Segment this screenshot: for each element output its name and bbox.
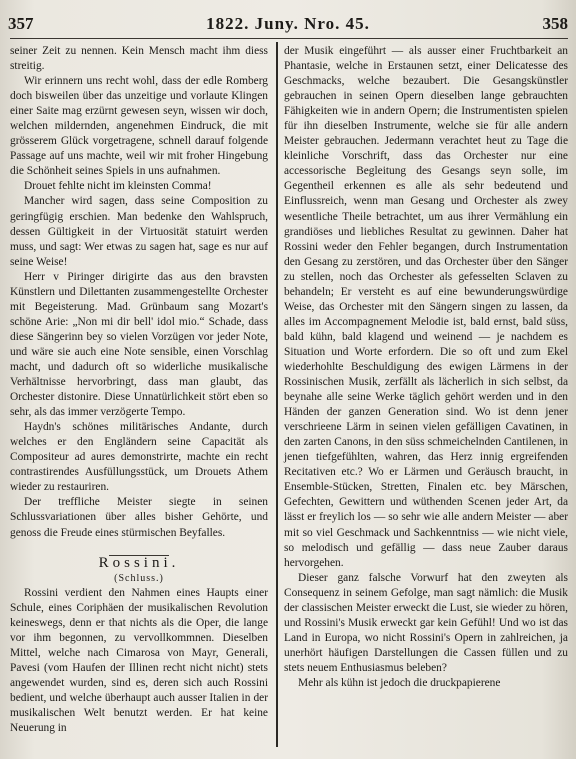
- paragraph: seiner Zeit zu nennen. Kein Mensch macht ihm diess streitig.: [10, 45, 268, 73]
- right-column: [284, 44, 568, 691]
- paragraph: Der treffliche Meister siegte in seinen Schlussvariationen über alles bisher Gehörte, und genoss die Freude eines stürmischen Beyfalles.: [10, 496, 268, 539]
- paragraph: Herr v Piringer dirigirte das aus den bravsten Künstlern und Dilettanten zusammengestellte Orchester mit Begeisterung. Mad. Grünbaum sang Mozart's schöne Arie: „Non mi dir bell' idol mio.“ Schade, dass diese Sängerinn bey so vielen Vorzügen vor jeder Note, und wäre sie auch eine Note sensible, einen Vorschlag macht, und dadurch oft so widerliche musikalische Verhältnisse hervorbringt, dass man glaubt, das Orchester distonire. Diese Unnatürlichkeit stört eben so sehr, als das immer verzögerte Tempo.: [10, 270, 268, 419]
- page-number-right: 358: [542, 14, 568, 33]
- paragraph: Mancher wird sagen, dass seine Composition zu geringfügig erschien. Man bedenke den Wahlspruch, dessen Gültigkeit in der Virtuosität statuirt werden muss, und sagt: Wer etwas zu sagen hat, sage es nur auf seine Weise!: [10, 195, 268, 268]
- page-number-left: 357: [8, 14, 34, 33]
- paragraph: Drouet fehlte nicht im kleinsten Comma!: [24, 180, 212, 193]
- paragraph: Haydn's schönes militärisches Andante, durch welches er den Engländern seine Capacität als Compositeur ad aures demonstrirte, machte ein recht contrastirendes Ausfüllungsstück, um Drouets Athem wieder zu restauriren.: [10, 421, 268, 494]
- paragraph: der Musik eingeführt — als ausser einer Fruchtbarkeit an Phantasie, welche in Erstaunen setzt, einer Delicatesse des Geschmacks, welche bezaubert. Die Gesangskünstler gebrauchen in seinen Opern dieselben lange gebrauchten Fähigkeiten wie in andern Opern; die Instrumentisten spielen für ihn dieselben Instrumente, welche sie für alle andern Meister gebrauchen. Jedermann verachtet heut zu Tage die kleinliche Vorschrift, dass das Orchester nur eine accessorische Begleitung des Gesangs seyn solle, im Gegentheil erkennen es alle als sehr bedeutend und Einflussreich, wenn man Gesang und Orchester als zwey wesentliche Theile betrachtet, um aus ihrer Vermählung ein grandiöses und liebliches Resultat zu gewinnen. Daher hat Rossini weder den Fehler begangen, durch Instrumentation den Gesang zu zerstören, und das Orchester über den Sänger zu stellen, noch das Orchester als gefesselten Sclaven zu behandeln; Er versteht es auf eine bewunderungswürdige Weise, das Orchester mit den Sängern singen zu lassen, da alles im Accompagnement Melodie ist, bald ernst, bald süss, bald kühn, bald klagend und weinend — je nachdem es Situation und Worte erfordern. Die so oft und zum Ekel wiederhohlte Beschuldigung des ewigen Lärmens in der Rossinischen Musik, zerfällt als lächerlich in sich selbst, da beynahe alle seine Werke täglich gehört werden und in den Händen der ganzen Generation sind. Wo ist denn jener verschrieene Lärm in seinen vielen gefälligen Cavatinen, in den zarten Canons, in den süss schmeichelnden Cantilenen, in jenen tiefgefühlten, wahren, das Herz innig ergreifenden Recitativen etc.? Wo er Lärmen und Geräusch braucht, in Ensemble-Stücken, Stretten, Finalen etc. bey Märschen, Gefechten, Gewittern und wüthenden Scenen jeder Art, da lässt er freylich los — so sehr wie alle andern Meister — aber mit so viel Geschmack und Sachkenntniss — wie nicht viele, so melodisch und gefällig — dass neue Zauber daraus hervorgehen.: [284, 45, 568, 569]
- left-column: [10, 44, 268, 736]
- paragraph: Rossini verdient den Nahmen eines Haupts einer Schule, eines Coriphäen der musikalischen Revolution keineswegs, denn er that nichts als die Oper, die lange vor ihm begonnen, zu vervollkommnen. Dieselben Mittel, welche nach Cimarosa von Mayr, Generali, Pavesi (vom Haufen der Illinen recht nicht nicht) stets angewendet wurden, sind es, deren sich auch Rossini bedient, und welche überhaupt auch ausser Italien in der musikalischen Welt benutzt werden. Er hat keine Neuerung in: [10, 586, 268, 735]
- issue-date: 1822. Juny. Nro. 45.: [206, 14, 370, 33]
- section-title: Rossini.: [98, 554, 180, 571]
- section-subtitle: (Schluss.): [114, 572, 164, 584]
- paragraph: Wir erinnern uns recht wohl, dass der edle Romberg doch bisweilen über das unzeitige und vorlaute Klingen einer Saite mag erzürnt gewesen seyn, wissen wir doch, welchen mildernden, angenehmen Eindruck, die mit grösserem Glück vorgetragene, schnell darauf folgende Passage auf uns machte, weil wir mit froher Hingebung die Schönheit seines Spiels in uns aufnahmen.: [10, 75, 268, 178]
- left-paragraphs: [10, 44, 268, 541]
- header-rule: [10, 38, 568, 39]
- right-paragraphs: [284, 44, 568, 691]
- paragraph: Dieser ganz falsche Vorwurf hat den zweyten als Consequenz in seinem Gefolge, man sagt nämlich: die Musik der classischen Meister erweckt die Lust, sie wieder zu hören, und Rossini's Musik erweckt gar kein Gefühl! Und wo ist das Land in Europa, wo nicht Rossini's Opern in zahlreichen, ja unerhört häufigen Darstellungen die Cassen füllen und zu stets neuem Enthusiasmus beleben?: [284, 571, 568, 674]
- left-after-paragraphs: [10, 586, 268, 736]
- column-divider: [276, 42, 278, 747]
- page-header: [8, 10, 568, 40]
- paragraph: Mehr als kühn ist jedoch die druckpapierene: [298, 676, 501, 689]
